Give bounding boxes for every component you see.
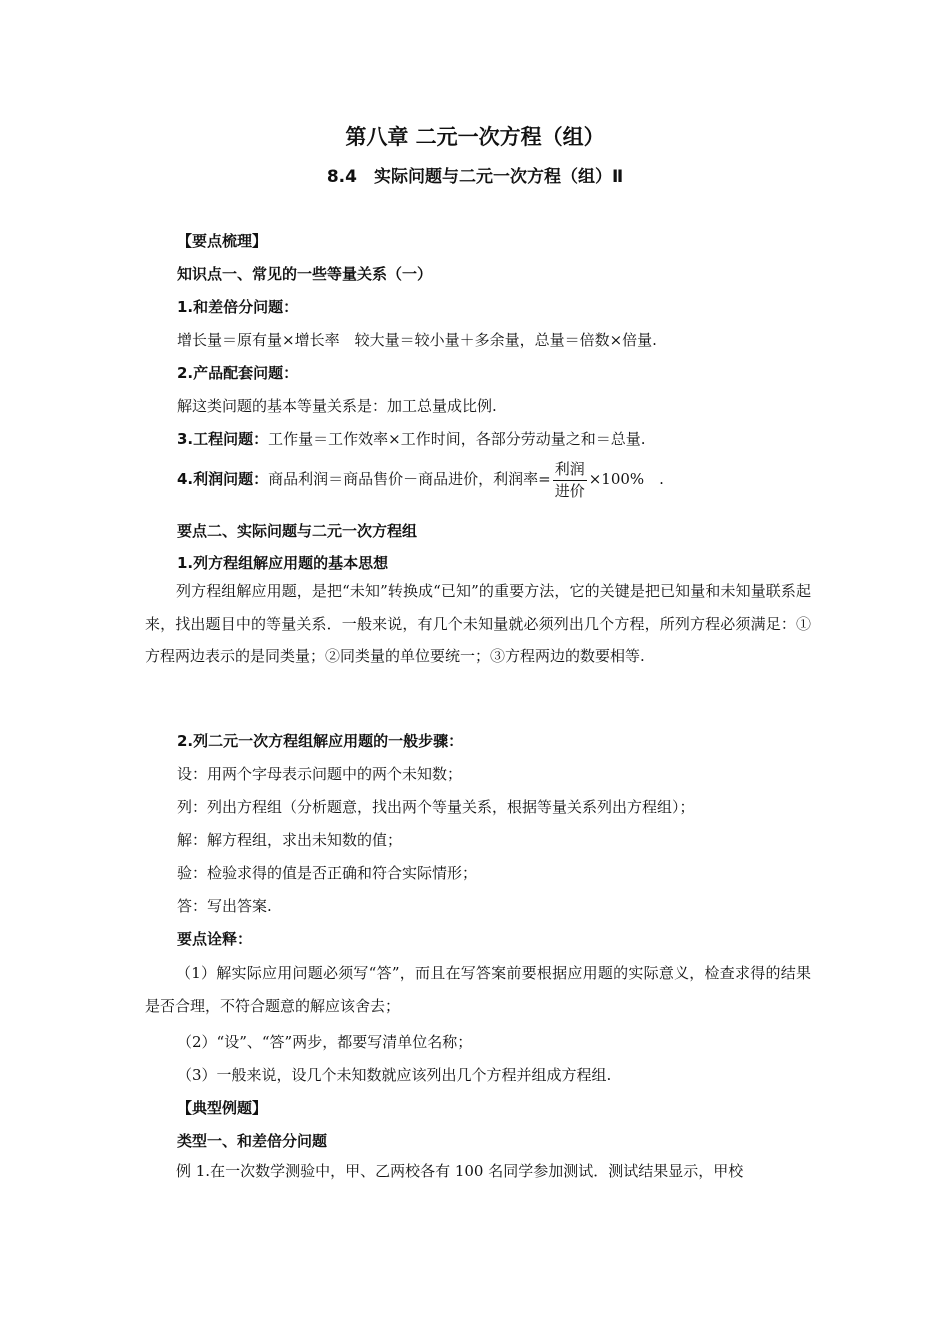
sub-1-title: 1.列方程组解应用题的基本思想 [177, 554, 389, 572]
item-4-line [177, 457, 664, 502]
key-points-heading: 【要点梳理】 [177, 232, 268, 250]
typical-examples-heading: 【典型例题】 [177, 1099, 268, 1117]
key-point-2-heading: 要点二、实际问题与二元一次方程组 [177, 522, 418, 540]
notes-title: 要点诠释： [177, 930, 253, 948]
chapter-title: 第八章 二元一次方程（组） [345, 125, 605, 149]
item-1-title: 1.和差倍分问题： [177, 298, 299, 316]
type-1-heading: 类型一、和差倍分问题 [177, 1132, 328, 1150]
fraction-numerator: 利润 [553, 459, 587, 481]
step-list: 列：列出方程组（分析题意，找出两个等量关系，根据等量关系列出方程组）； [177, 798, 695, 816]
section-title: 8.4 实际问题与二元一次方程（组）Ⅱ [326, 167, 624, 187]
step-set: 设：用两个字母表示问题中的两个未知数； [177, 765, 463, 783]
fraction-denominator: 进价 [554, 481, 585, 500]
sub-1-paragraph: 列方程组解应用题，是把“未知”转换成“已知”的重要方法，它的关键是把已知量和未知量联系起来，找出题目中的等量关系．一般来说，有几个未知量就必须列出几个方程，所列方程必须满足：①方程两边表示的是同类量；②同类量的单位要统一；③方程两边的数要相等. [145, 582, 811, 665]
profit-rate-fraction [553, 459, 587, 502]
note-2: （2）“设”、“答”两步，都要写清单位名称； [177, 1033, 473, 1051]
knowledge-point-1-heading: 知识点一、常见的一些等量关系（一） [177, 265, 433, 283]
item-3-title: 3.工程问题： [177, 430, 269, 448]
step-answer: 答：写出答案. [177, 897, 272, 915]
item-4-title: 4.利润问题： [177, 470, 269, 488]
step-verify: 验：检验求得的值是否正确和符合实际情形； [177, 864, 478, 882]
item-3-text: 工作量＝工作效率×工作时间，各部分劳动量之和＝总量. [268, 430, 646, 448]
item-2-title: 2.产品配套问题： [177, 364, 299, 382]
item-3-line [177, 428, 645, 450]
example-1-text: 例 1.在一次数学测验中，甲、乙两校各有 100 名同学参加测试．测试结果显示，甲校 [176, 1162, 744, 1180]
item-4-tail: ×100% . [588, 470, 664, 488]
sub-2-title: 2.列二元一次方程组解应用题的一般步骤： [177, 732, 464, 750]
item-1-text: 增长量＝原有量×增长率 较大量＝较小量＋多余量，总量＝倍数×倍量. [177, 331, 657, 349]
step-solve: 解：解方程组，求出未知数的值； [177, 831, 403, 849]
note-1: （1）解实际应用问题必须写“答”，而且在写答案前要根据应用题的实际意义，检查求得的结果是否合理，不符合题意的解应该舍去； [145, 964, 811, 1015]
item-4-text: 商品利润＝商品售价－商品进价，利润率= [268, 470, 551, 488]
item-2-text: 解这类问题的基本等量关系是：加工总量成比例. [177, 397, 497, 415]
note-3: （3）一般来说，设几个未知数就应该列出几个方程并组成方程组. [177, 1066, 612, 1084]
